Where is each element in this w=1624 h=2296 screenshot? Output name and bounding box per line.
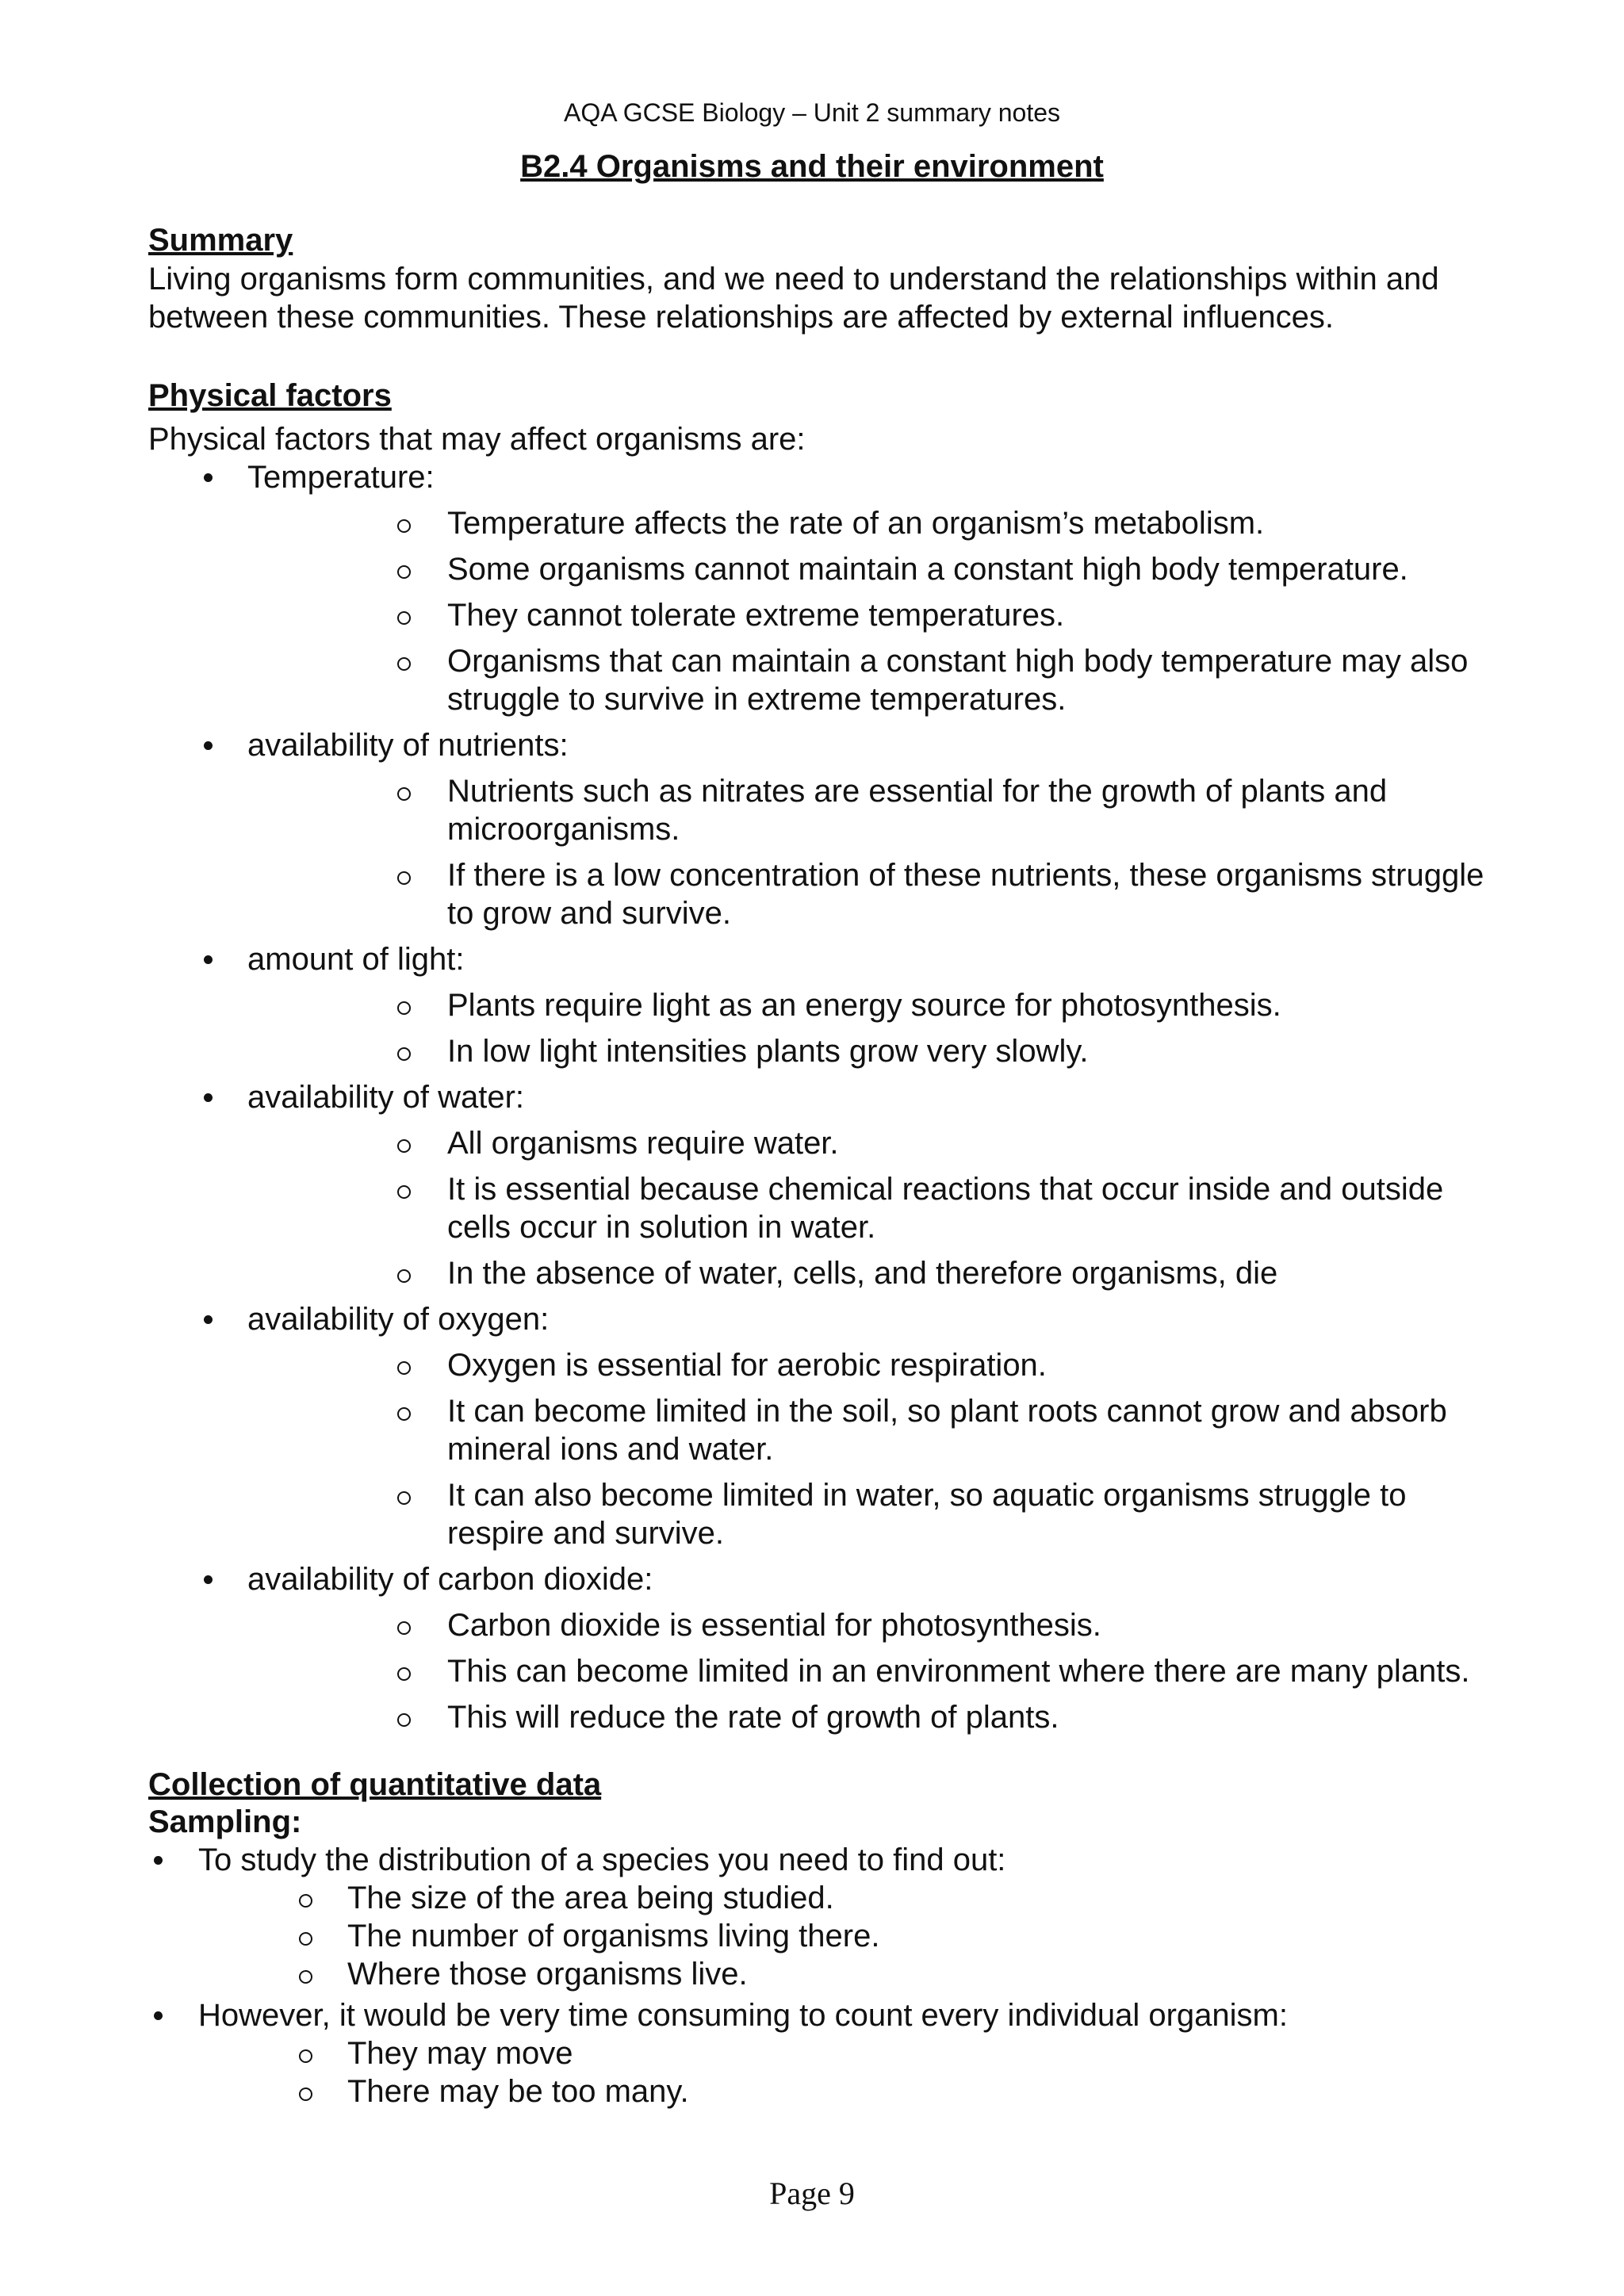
bullet-circle-icon xyxy=(397,871,411,885)
sub-list-item xyxy=(247,856,1496,932)
main-content xyxy=(148,220,1496,2110)
bullet-dot-icon xyxy=(204,955,213,964)
page-title: B2.4 Organisms and their environment xyxy=(520,149,1104,184)
bullet-circle-icon xyxy=(397,1139,411,1153)
sub-list-item-text: Temperature affects the rate of an organism’s metabolism. xyxy=(447,506,1265,541)
sub-list-item xyxy=(247,1124,1496,1162)
bullet-circle-icon xyxy=(397,1667,411,1681)
list-item-label: availability of carbon dioxide: xyxy=(247,1562,653,1597)
quantitative-data-section xyxy=(148,1766,1496,2110)
list-item xyxy=(148,726,1496,932)
sub-list-item xyxy=(247,1170,1496,1246)
list-item xyxy=(148,1841,1496,1993)
sub-list-item-text: Plants require light as an energy source for photosynthesis. xyxy=(447,988,1281,1023)
bullet-circle-icon xyxy=(397,1185,411,1199)
sub-list-item xyxy=(247,504,1496,542)
sub-list xyxy=(247,772,1496,932)
sub-list-item xyxy=(247,1606,1496,1644)
page-number: Page 9 xyxy=(769,2175,855,2211)
sub-list-item xyxy=(198,2034,1496,2072)
list-item xyxy=(148,1300,1496,1552)
sub-list-item xyxy=(247,986,1496,1024)
bullet-circle-icon xyxy=(397,1047,411,1061)
list-item xyxy=(148,1996,1496,2110)
sub-list xyxy=(247,986,1496,1070)
sub-list-item xyxy=(247,1346,1496,1384)
sub-list xyxy=(198,2034,1496,2110)
sub-list-item xyxy=(247,550,1496,588)
bullet-circle-icon xyxy=(397,787,411,801)
bullet-dot-icon xyxy=(204,1093,213,1102)
sub-list-item xyxy=(247,1698,1496,1736)
sub-list-item xyxy=(247,1652,1496,1690)
bullet-circle-icon xyxy=(397,1491,411,1505)
sub-list-item-text: This can become limited in an environment where there are many plants. xyxy=(447,1654,1470,1689)
list-item xyxy=(148,1560,1496,1736)
sub-list-item-text: It can become limited in the soil, so plant roots cannot grow and absorb mineral ions and water. xyxy=(447,1394,1447,1467)
sampling-list xyxy=(148,1841,1496,2110)
sub-list-item-text: They cannot tolerate extreme temperatures. xyxy=(447,598,1065,633)
bullet-circle-icon xyxy=(397,1407,411,1421)
bullet-circle-icon xyxy=(299,2049,312,2063)
sub-list-item-text: Nutrients such as nitrates are essential for the growth of plants and microorganisms. xyxy=(447,774,1388,847)
list-item-label: availability of oxygen: xyxy=(247,1302,550,1337)
bullet-circle-icon xyxy=(397,1621,411,1635)
bullet-circle-icon xyxy=(397,1361,411,1375)
bullet-dot-icon xyxy=(204,1315,213,1324)
sub-list-item-text: The size of the area being studied. xyxy=(347,1881,834,1915)
sub-list-item-text: There may be too many. xyxy=(347,2074,689,2109)
list-item-label: amount of light: xyxy=(247,942,465,977)
bullet-circle-icon xyxy=(397,1713,411,1727)
sub-list-item-text: It can also become limited in water, so aquatic organisms struggle to respire and survive. xyxy=(447,1478,1407,1551)
sub-list-item xyxy=(247,1392,1496,1468)
list-item xyxy=(148,458,1496,718)
sub-list xyxy=(198,1879,1496,1993)
sub-list-item xyxy=(247,596,1496,634)
bullet-dot-icon xyxy=(154,2011,163,2020)
sub-list-item-text: Organisms that can maintain a constant high body temperature may also struggle to survive in extreme temperatures. xyxy=(447,644,1469,717)
sub-list xyxy=(247,1124,1496,1292)
sub-list-item-text: Where those organisms live. xyxy=(347,1957,748,1992)
sub-list-item-text: Some organisms cannot maintain a constant high body temperature. xyxy=(447,552,1408,587)
bullet-circle-icon xyxy=(397,657,411,671)
physical-factors-intro: Physical factors that may affect organisms are: xyxy=(148,422,806,457)
bullet-dot-icon xyxy=(204,1575,213,1584)
sub-list-item xyxy=(198,1955,1496,1993)
sub-list xyxy=(247,1606,1496,1736)
physical-factors-list xyxy=(148,458,1496,1736)
sub-list-item xyxy=(247,1254,1496,1292)
bullet-dot-icon xyxy=(204,473,213,482)
sub-list-item-text: It is essential because chemical reactions that occur inside and outside cells occur in solution in water. xyxy=(447,1172,1444,1245)
list-item-label: availability of water: xyxy=(247,1080,525,1115)
bullet-circle-icon xyxy=(397,565,411,579)
summary-section xyxy=(148,220,1496,336)
sub-list-item-text: If there is a low concentration of these nutrients, these organisms struggle to grow and survive. xyxy=(447,858,1484,931)
sub-list-item xyxy=(247,1476,1496,1552)
sub-list-item xyxy=(247,772,1496,848)
list-item xyxy=(148,940,1496,1070)
sub-list-item-text: The number of organisms living there. xyxy=(347,1919,880,1954)
bullet-circle-icon xyxy=(299,1970,312,1984)
bullet-circle-icon xyxy=(299,2087,312,2101)
list-item-label: To study the distribution of a species you need to find out: xyxy=(198,1843,1006,1877)
sub-list-item-text: All organisms require water. xyxy=(447,1126,839,1161)
summary-text: Living organisms form communities, and we need to understand the relationships within and between these communities. These relationships are affected by external influences. xyxy=(148,262,1439,335)
sub-list-item xyxy=(198,1917,1496,1955)
quantitative-data-heading: Collection of quantitative data xyxy=(148,1767,602,1802)
sub-list xyxy=(247,504,1496,718)
sampling-heading: Sampling: xyxy=(148,1804,302,1839)
sub-list-item-text: Carbon dioxide is essential for photosynthesis. xyxy=(447,1608,1101,1643)
bullet-dot-icon xyxy=(204,741,213,750)
bullet-circle-icon xyxy=(397,519,411,533)
sub-list-item-text: In low light intensities plants grow very slowly. xyxy=(447,1034,1089,1069)
sub-list-item-text: They may move xyxy=(347,2036,573,2071)
sub-list-item xyxy=(247,1032,1496,1070)
bullet-circle-icon xyxy=(397,611,411,625)
bullet-circle-icon xyxy=(299,1894,312,1908)
list-item-label: availability of nutrients: xyxy=(247,728,569,763)
sub-list-item xyxy=(198,1879,1496,1917)
physical-factors-heading: Physical factors xyxy=(148,378,392,413)
list-item-label: Temperature: xyxy=(247,460,435,495)
sub-list-item-text: This will reduce the rate of growth of plants. xyxy=(447,1700,1059,1735)
sub-list-item-text: Oxygen is essential for aerobic respiration. xyxy=(447,1348,1047,1383)
sub-list xyxy=(247,1346,1496,1552)
bullet-circle-icon xyxy=(299,1932,312,1946)
sub-list-item xyxy=(247,642,1496,718)
list-item-label: However, it would be very time consuming to count every individual organism: xyxy=(198,1998,1288,2033)
bullet-circle-icon xyxy=(397,1269,411,1283)
bullet-dot-icon xyxy=(154,1856,163,1865)
running-header: AQA GCSE Biology – Unit 2 summary notes xyxy=(563,98,1061,127)
bullet-circle-icon xyxy=(397,1001,411,1015)
summary-heading: Summary xyxy=(148,223,293,258)
sub-list-item-text: In the absence of water, cells, and therefore organisms, die xyxy=(447,1256,1278,1291)
list-item xyxy=(148,1078,1496,1292)
sub-list-item xyxy=(198,2072,1496,2110)
physical-factors-section xyxy=(148,376,1496,1736)
